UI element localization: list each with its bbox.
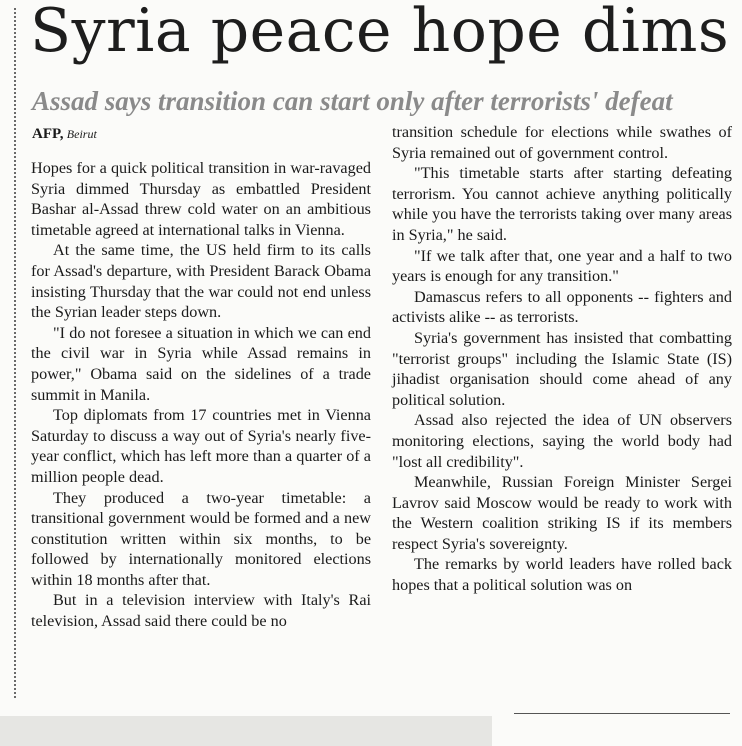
section-rule	[514, 713, 730, 714]
paragraph: "This timetable starts after starting defeating terrorism. You cannot achieve anything politically while you have the terrorists taking over many areas in Syria," he said.	[392, 164, 732, 244]
byline	[32, 126, 97, 143]
paragraph: But in a television interview with Italy's Rai television, Assad said there could be no	[31, 591, 371, 631]
paragraph: Meanwhile, Russian Foreign Minister Sergei Lavrov said Moscow would be ready to work with the Western coalition striking IS if its members respect Syria's sovereignty.	[392, 473, 732, 553]
paragraph: transition schedule for elections while swathes of Syria remained out of government control.	[392, 123, 732, 162]
paragraph: Assad also rejected the idea of UN observers monitoring elections, saying the world body had "lost all credibility".	[392, 411, 732, 471]
paragraph: Syria's government has insisted that combatting "terrorist groups" including the Islamic State (IS) jihadist organisation should come ahead of any political solution.	[392, 328, 732, 409]
article-column-1	[31, 158, 371, 632]
paragraph: "If we talk after that, one year and a half to two years is enough for any transition."	[392, 246, 732, 286]
paragraph: At the same time, the US held firm to its calls for Assad's departure, with President Barack Obama insisting Thursday that the war could not end unless the Syrian leader steps down.	[31, 241, 371, 322]
next-article-banner	[0, 716, 492, 746]
article-column-2	[392, 122, 732, 596]
paragraph: The remarks by world leaders have rolled back hopes that a political solution was on	[392, 555, 732, 595]
headline: Syria peace hope dims	[30, 0, 730, 66]
paragraph: Hopes for a quick political transition in war-ravaged Syria dimmed Thursday as embattled President Bashar al-Assad threw cold water on an ambitious timetable agreed at international talks in Vienna.	[31, 159, 371, 239]
paragraph: They produced a two-year timetable: a transitional government would be formed and a new constitution written within six months, to be followed by internationally monitored elections within 18 months after that.	[31, 488, 371, 589]
paragraph: Damascus refers to all opponents -- fighters and activists alike -- as terrorists.	[392, 287, 732, 327]
column-dotted-divider	[14, 8, 16, 698]
byline-agency: AFP,	[32, 126, 64, 142]
paragraph: Top diplomats from 17 countries met in Vienna Saturday to discuss a way out of Syria's nearly five-year conflict, which has left more than a quarter of a million people dead.	[31, 406, 371, 486]
paragraph: "I do not foresee a situation in which we can end the civil war in Syria while Assad remains in power," Obama said on the sidelines of a trade summit in Manila.	[31, 323, 371, 404]
byline-dateline: Beirut	[66, 127, 97, 141]
subheadline: Assad says transition can start only after terrorists' defeat	[32, 86, 673, 116]
